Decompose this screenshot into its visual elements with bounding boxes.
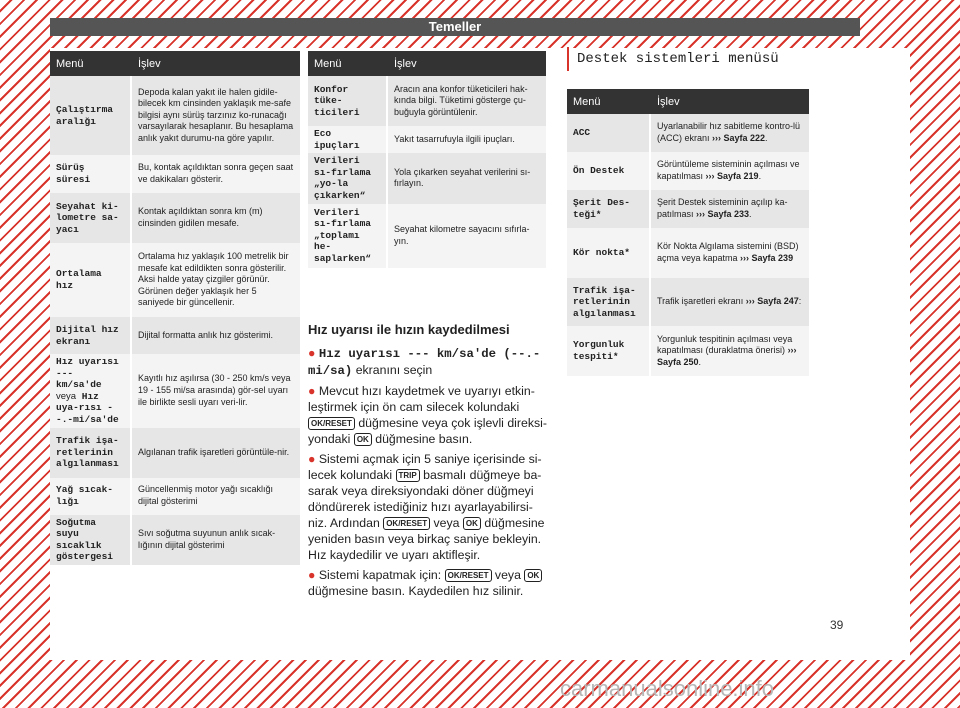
function-cell: Kontak açıldıktan sonra km (m) cinsinden gidilen mesafe.: [132, 193, 300, 243]
trip-key-icon: TRIP: [396, 469, 420, 482]
function-text: Kör Nokta Algılama sistemini (BSD) açma veya kapatma: [657, 241, 799, 263]
table-row: [567, 278, 809, 326]
page-link[interactable]: ››› Sayfa 219: [705, 171, 759, 181]
table-row: [50, 478, 300, 515]
section-title: Destek sistemleri menüsü: [567, 47, 809, 71]
col-header-menu: Menü: [567, 89, 651, 114]
instruction-text: düğmesine veya çok işlevli direksi-yondaki: [308, 416, 547, 446]
section-title: Hız uyarısı ile hızın kaydedilmesi: [308, 322, 510, 337]
menu-cell: Verileri sı-fırlama „toplamı he-saplarken“: [308, 204, 388, 268]
menu-cell: Ön Destek: [567, 152, 651, 190]
instruction-text: basmalı düğmeye ba-sarak veya direksiyondaki döner düğmeyi döndürerek istediğiniz hızı ayarlayabilirsi-niz. Ardından: [308, 468, 542, 530]
function-text: Uyarlanabilir hız sabitleme kontro-lü (ACC) ekranı: [657, 121, 801, 143]
table-row: [567, 190, 809, 228]
function-text-end: .: [698, 356, 702, 367]
instruction-text: düğmesine basın.: [371, 432, 473, 446]
ok-reset-key-icon: OK/RESET: [383, 517, 430, 530]
function-text: Şerit Destek sisteminin açılıp ka-patılması: [657, 197, 788, 219]
bullet-icon: ●: [308, 568, 316, 582]
watermark: carmanualsonline.info: [560, 676, 775, 701]
function-cell: Ortalama hız yaklaşık 100 metrelik bir mesafe kat edildikten sonra gösterilir. Aksi halde yatay çizgiler görünür. Görünen değer yaklaşık her 5 saniyede bir güncellenir.: [132, 243, 300, 317]
col-header-menu: Menü: [308, 51, 388, 76]
function-cell: Seyahat kilometre sayacını sıfırla-yın.: [388, 204, 546, 268]
function-cell: Güncellenmiş motor yağı sıcaklığı dijital gösterimi: [132, 478, 300, 515]
instruction-text: ekranını seçin: [352, 363, 433, 377]
menu-cell: ACC: [567, 114, 651, 152]
menu-cell: Trafik işa-retlerinin algılanması: [50, 428, 132, 478]
function-text: Trafik işaretleri ekranı: [657, 296, 746, 307]
table-row: [308, 76, 546, 126]
function-cell: Aracın ana konfor tüketicileri hak-kında bilgi. Tüketimi gösterge çu-buğuyla görüntülenir.: [388, 76, 546, 126]
function-text-end: :: [798, 296, 802, 307]
ok-reset-key-icon: OK/RESET: [445, 569, 492, 582]
page-link[interactable]: ››› Sayfa 250: [657, 345, 797, 367]
menu-cell: Sürüş süresi: [50, 155, 132, 193]
instruction-text: Sistemi açmak için 5 saniye içerisinde si-lecek kolundaki: [308, 452, 542, 482]
instruction-4: [308, 567, 548, 599]
page-link[interactable]: ››› Sayfa 233: [696, 209, 750, 219]
ok-reset-key-icon: OK/RESET: [308, 417, 355, 430]
instruction-1: [308, 345, 548, 379]
instruction-text: veya: [491, 568, 525, 582]
menu-cell: Trafik işa-retlerinin algılanması: [567, 278, 651, 326]
function-text-end: .: [765, 133, 768, 143]
menu-cell-part: Hız uya-rısı --.-mi/sa'de: [56, 390, 119, 425]
menu-cell: Seyahat ki-lometre sa-yacı: [50, 193, 132, 243]
table-row: [308, 153, 546, 203]
function-cell: [651, 114, 809, 152]
menu-cell: Çalıştırma aralığı: [50, 76, 132, 155]
instruction-menu: Hız uyarısı --- km/sa'de (--.- mi/sa): [308, 347, 541, 378]
function-cell: Sıvı soğutma suyunun anlık sıcak-lığının dijital gösterimi: [132, 515, 300, 565]
col-header-function: İşlev: [651, 89, 809, 114]
menu-cell: Soğutma suyu sıcaklık göstergesi: [50, 515, 132, 565]
table-row: [308, 126, 546, 153]
function-cell: Kayıtlı hız aşılırsa (30 - 250 km/s veya 19 - 155 mi/sa arasında) gör-sel uyarı ile birlikte sesli uyarı veri-lir.: [132, 354, 300, 428]
function-cell: [651, 228, 809, 278]
bullet-icon: ●: [308, 452, 316, 466]
function-cell: [651, 278, 809, 326]
instruction-text: veya: [430, 516, 463, 530]
table-row: [50, 193, 300, 243]
menu-cell: Konfor tüke-ticileri: [308, 76, 388, 126]
instruction-text: düğmesine basın. Kaydedilen hız silinir.: [308, 584, 524, 598]
instruction-2: [308, 383, 548, 447]
menu-cell: Ortalama hız: [50, 243, 132, 317]
col-header-menu: Menü: [50, 51, 132, 76]
ok-key-icon: OK: [463, 517, 481, 530]
menu-cell: Eco ipuçları: [308, 126, 388, 153]
table-row: [50, 243, 300, 317]
table-row: [50, 76, 300, 155]
table-row: [50, 515, 300, 565]
function-cell: [651, 152, 809, 190]
menu-cell: Yorgunluk tespiti*: [567, 326, 651, 376]
menu-cell: Yağ sıcak-lığı: [50, 478, 132, 515]
instruction-text: Sistemi kapatmak için:: [315, 568, 445, 582]
table-row: [50, 428, 300, 478]
table-row: [308, 204, 546, 268]
page-link[interactable]: ››› Sayfa 247: [745, 296, 799, 307]
function-cell: Yakıt tasarrufuyla ilgili ipuçları.: [388, 126, 546, 153]
menu-cell-part: Hız uyarısı --- km/sa'de: [56, 356, 119, 391]
col-header-function: İşlev: [132, 51, 300, 76]
page-link[interactable]: ››› Sayfa 222: [712, 133, 766, 143]
bullet-icon: ●: [308, 384, 316, 398]
ok-key-icon: OK: [524, 569, 542, 582]
menu-cell: Şerit Des-teği*: [567, 190, 651, 228]
function-text: Yorgunluk tespitinin açılması veya kapatılması (duraklatma önerisi): [657, 333, 793, 356]
table-row: [567, 152, 809, 190]
function-text-end: .: [749, 209, 752, 219]
function-cell: [651, 190, 809, 228]
table-row: [50, 317, 300, 354]
table-row: [50, 354, 300, 428]
function-cell: Algılanan trafik işaretleri görüntüle-nir.: [132, 428, 300, 478]
function-cell: Dijital formatta anlık hız gösterimi.: [132, 317, 300, 354]
table-row: [567, 228, 809, 278]
left-table: [50, 51, 300, 565]
table-row: [567, 114, 809, 152]
function-cell: Bu, kontak açıldıktan sonra geçen saat ve dakikaları gösterir.: [132, 155, 300, 193]
menu-cell: Verileri sı-fırlama „yo-la çıkarken“: [308, 153, 388, 203]
table-row: [50, 155, 300, 193]
menu-cell: Kör nokta*: [567, 228, 651, 278]
assist-menu-section: [567, 47, 809, 376]
bullet-icon: ●: [308, 346, 316, 360]
table-row: [567, 326, 809, 376]
function-cell: Yola çıkarken seyahat verilerini sı-fırlayın.: [388, 153, 546, 203]
page-link[interactable]: ››› Sayfa 239: [740, 253, 794, 263]
instruction-text: Mevcut hızı kaydetmek ve uyarıyı etkin-leştirmek için ön cam silecek kolundaki: [308, 384, 535, 414]
function-text-end: .: [758, 171, 762, 181]
speed-warning-section: [308, 322, 548, 603]
function-text: Görüntüleme sisteminin açılması ve kapatılması: [657, 159, 800, 181]
page-number: 39: [830, 618, 844, 632]
menu-cell: [50, 354, 132, 428]
menu-cell-or: veya: [56, 390, 77, 402]
function-cell: Depoda kalan yakıt ile halen gidile-bilecek km cinsinden yaklaşık me-safe bilgisi aynı sürüş tarzınız ko-runacağı varsayılarak hesaplanır. Bu hesaplama anlık yakıt durumu-na göre yapılır.: [132, 76, 300, 155]
col-header-function: İşlev: [388, 51, 546, 76]
page-header: Temeller: [50, 18, 860, 36]
menu-cell: Dijital hız ekranı: [50, 317, 132, 354]
instruction-3: [308, 451, 548, 563]
middle-table: [308, 51, 546, 268]
function-cell: [651, 326, 809, 376]
instruction-text: düğmesine yeniden basın veya birkaç saniye bekleyin. Hız kaydedilir ve uyarı aktifleşir.: [308, 516, 545, 562]
ok-key-icon: OK: [354, 433, 372, 446]
